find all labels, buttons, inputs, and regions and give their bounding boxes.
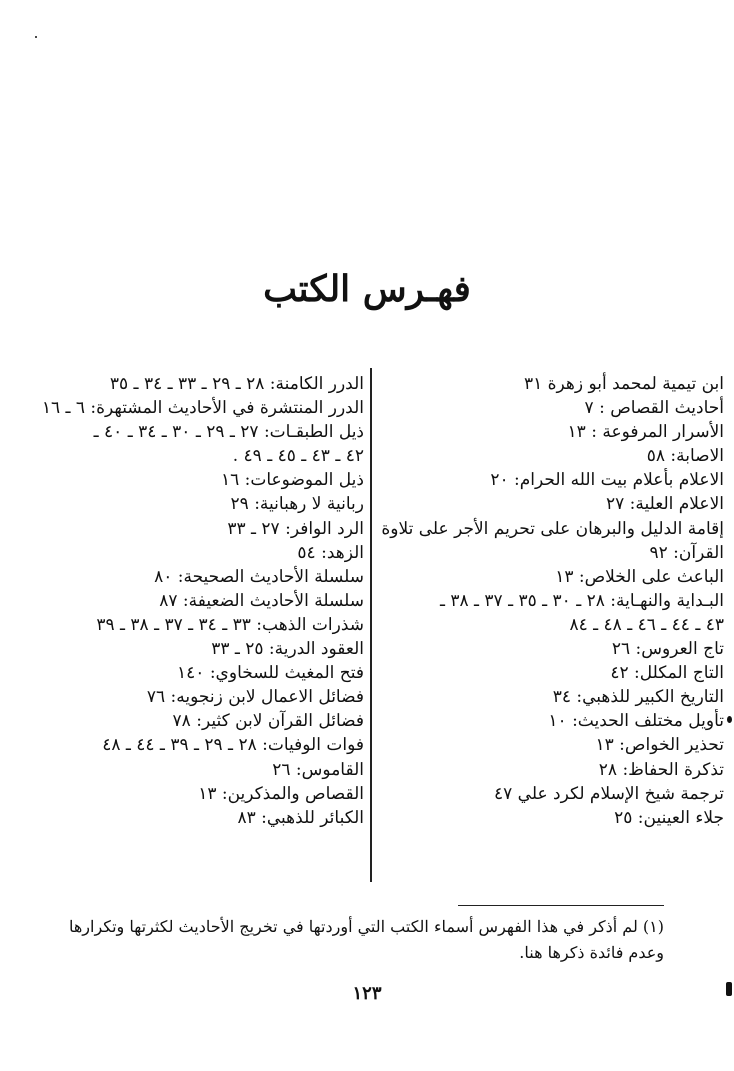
index-entry: الزهد: ٥٤ <box>297 542 364 563</box>
index-entry: فضائل القرآن لابن كثير: ٧٨ <box>172 711 364 732</box>
index-entry: الباعث على الخلاص: ١٣ <box>555 566 724 587</box>
footnote: (١) لم أذكر في هذا الفهرس أسماء الكتب التي أوردتها في تخريج الأحاديث لكثرتها وتكرارها وعدم فائدة ذكرها هنا. <box>68 917 664 962</box>
index-entry: القاموس: ٢٦ <box>272 759 364 780</box>
scan-speck <box>35 36 37 38</box>
index-entry: العقود الدرية: ٢٥ ـ ٣٣ <box>211 639 364 660</box>
index-entry: الدرر الكامنة: ٢٨ ـ ٢٩ ـ ٣٣ ـ ٣٤ ـ ٣٥ <box>109 374 364 394</box>
index-entry: التاج المكلل: ٤٢ <box>610 663 724 684</box>
index-entry: ذيل الطبقـات: ٢٧ ـ ٢٩ ـ ٣٠ ـ ٣٤ ـ ٤٠ ـ <box>93 422 364 443</box>
index-entry: ذيل الموضوعات: ١٦ <box>220 470 364 491</box>
index-entry: سلسلة الأحاديث الضعيفة: ٨٧ <box>159 590 364 611</box>
index-entry: الاصابة: ٥٨ <box>646 446 724 467</box>
index-entry: القصاص والمذكرين: ١٣ <box>198 783 364 804</box>
index-entry: فوات الوفيات: ٢٨ ـ ٢٩ ـ ٣٩ ـ ٤٤ ـ ٤٨ <box>102 735 364 756</box>
index-entry: ابن تيمية لمحمد أبو زهرة ٣١ <box>523 374 724 394</box>
index-entry: الرد الوافر: ٢٧ ـ ٣٣ <box>227 518 364 539</box>
index-entry: الاعلام العلية: ٢٧ <box>605 494 724 515</box>
index-entry: القرآن: ٩٢ <box>649 542 724 563</box>
index-column-right <box>372 372 724 830</box>
index-entry: تحذير الخواص: ١٣ <box>595 735 724 756</box>
index-entry: ربانية لا رهبانية: ٢٩ <box>230 494 364 515</box>
index-entry: فضائل الاعمال لابن زنجويه: ٧٦ <box>146 687 364 708</box>
index-entry: شذرات الذهب: ٣٣ ـ ٣٤ ـ ٣٧ ـ ٣٨ ـ ٣٩ <box>96 614 364 635</box>
index-entry: تذكرة الحفاظ: ٢٨ <box>598 759 724 780</box>
index-entry: تاج العروس: ٢٦ <box>611 639 724 660</box>
scan-speck <box>727 716 732 723</box>
index-entry: إقامة الدليل والبرهان على تحريم الأجر على تلاوة <box>381 518 724 539</box>
scan-speck <box>726 982 732 996</box>
index-entry: التاريخ الكبير للذهبي: ٣٤ <box>552 687 724 708</box>
index-entry: جلاء العينين: ٢٥ <box>614 807 724 828</box>
index-entry: الكبائر للذهبي: ٨٣ <box>237 807 364 828</box>
column-divider <box>370 368 372 882</box>
index-entry: أحاديث القصاص : ٧ <box>584 398 724 419</box>
index-entry: البـداية والنهـاية: ٢٨ ـ ٣٠ ـ ٣٥ ـ ٣٧ ـ ٣٨ ـ <box>439 590 724 611</box>
index-entry: سلسلة الأحاديث الصحيحة: ٨٠ <box>154 566 364 587</box>
index-entry: الاعلام بأعلام بيت الله الحرام: ٢٠ <box>490 470 724 491</box>
page-number: ١٢٣ <box>352 983 382 1004</box>
index-entry: تأويل مختلف الحديث: ١٠ <box>548 711 724 732</box>
footnote-rule <box>458 905 664 906</box>
index-entry: الدرر المنتشرة في الأحاديث المشتهرة: ٦ ـ ١٦ <box>41 398 364 419</box>
index-entry: الأسرار المرفوعة : ١٣ <box>567 422 724 443</box>
index-entry: فتح المغيث للسخاوي: ١٤٠ <box>177 663 364 684</box>
index-column-left <box>4 372 364 830</box>
page-title: فهـرس الكتب <box>263 268 471 310</box>
index-entry: ٤٣ ـ ٤٤ ـ ٤٦ ـ ٤٨ ـ ٨٤ <box>569 614 724 635</box>
index-entry: ترجمة شيخ الإسلام لكرد علي ٤٧ <box>494 783 724 804</box>
index-entry: ٤٢ ـ ٤٣ ـ ٤٥ ـ ٤٩ . <box>232 446 364 467</box>
